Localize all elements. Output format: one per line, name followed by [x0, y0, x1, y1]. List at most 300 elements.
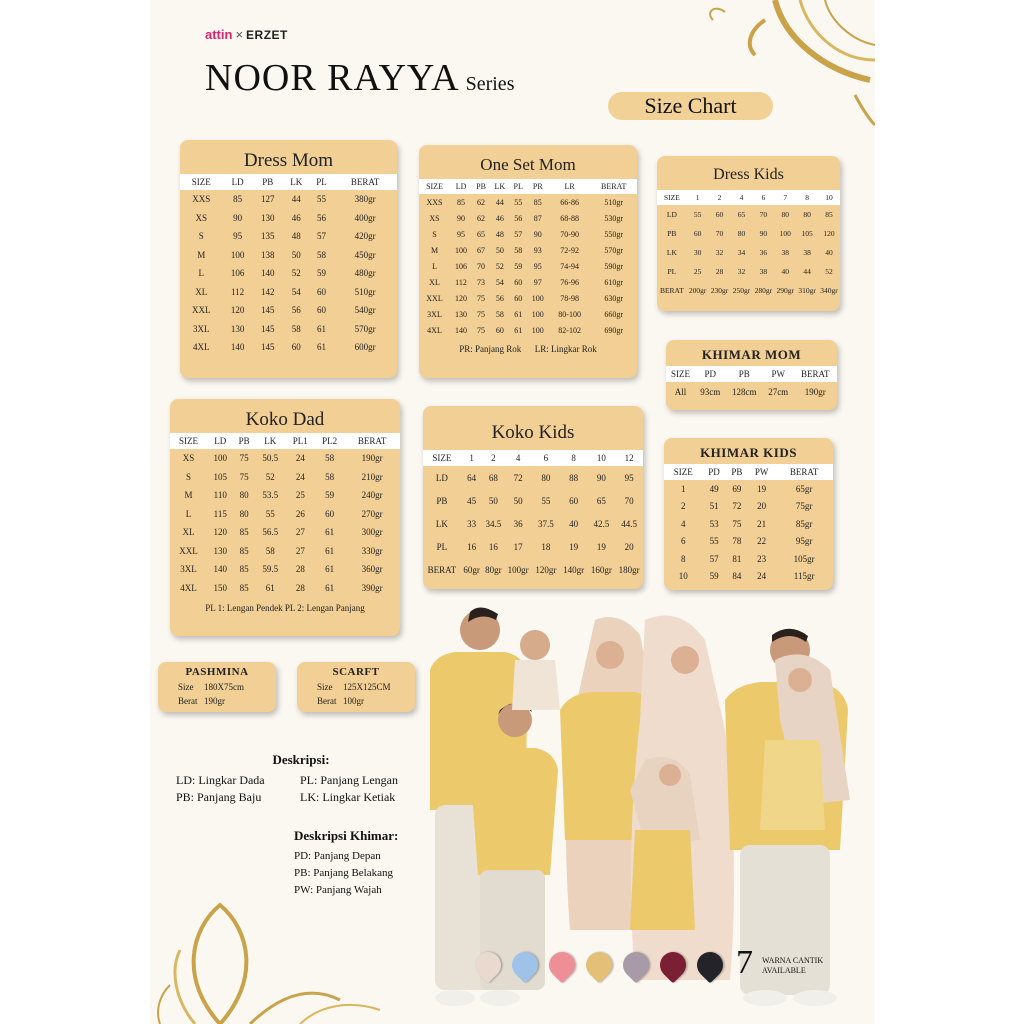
table-cell: 270gr: [361, 508, 383, 519]
table-cell: 59: [709, 571, 719, 582]
table-cell: 105: [801, 229, 813, 238]
table-cell: 61: [316, 342, 326, 353]
table-cell: 130: [261, 212, 275, 223]
table-cell: 80gr: [485, 564, 502, 575]
column-header: BERAT: [601, 182, 627, 191]
column-header: 4: [515, 453, 521, 463]
table-cell: S: [432, 229, 437, 239]
dress-mom-table: [180, 174, 397, 357]
table-row: [664, 515, 833, 533]
table-cell: All: [674, 387, 687, 397]
table-cell: 30: [693, 248, 702, 257]
table-cell: 75: [239, 453, 249, 464]
table-cell: 140: [261, 268, 275, 279]
table-cell: 70-90: [560, 229, 579, 239]
table-row: [657, 224, 840, 243]
table-cell: 80: [239, 508, 249, 519]
koko-kids-card: [423, 406, 643, 589]
table-row: [419, 194, 637, 210]
table-cell: 80: [239, 490, 249, 501]
table-cell: 60gr: [463, 564, 480, 575]
table-cell: 190gr: [804, 387, 826, 397]
column-header: 10: [825, 193, 833, 202]
table-cell: 75: [477, 293, 486, 303]
table-row: [170, 486, 400, 505]
table-cell: 380gr: [354, 194, 376, 205]
table-cell: 50.5: [262, 453, 279, 464]
table-cell: XL: [182, 527, 195, 538]
brand-logo: [205, 27, 288, 42]
table-cell: 46: [291, 212, 301, 223]
table-cell: 87: [533, 213, 542, 223]
table-cell: 88: [569, 472, 579, 483]
table-cell: M: [184, 490, 193, 501]
table-cell: 93cm: [700, 387, 721, 397]
table-cell: 25: [693, 267, 702, 276]
table-cell: 75: [239, 471, 249, 482]
pashmina-size-value: 180X75cm: [204, 682, 244, 692]
table-cell: 38: [759, 267, 768, 276]
table-cell: 54: [291, 286, 301, 297]
deskripsi-item: PL: Panjang Lengan: [300, 773, 398, 787]
table-cell: 280gr: [754, 286, 773, 295]
table-cell: 112: [230, 286, 245, 297]
table-cell: 420gr: [354, 231, 376, 242]
table-cell: 6: [680, 536, 686, 547]
table-cell: XS: [429, 213, 440, 223]
column-header: PD: [704, 369, 717, 379]
table-cell: 72: [732, 501, 742, 512]
table-cell: 290gr: [776, 286, 794, 295]
table-cell: 570gr: [604, 245, 624, 255]
column-header: SIZE: [432, 453, 452, 463]
column-header: PB: [238, 436, 250, 446]
table-cell: 120: [230, 305, 245, 316]
erzet-logo: ERZET: [246, 28, 288, 42]
table-row: [664, 550, 833, 568]
table-cell: 58: [265, 545, 275, 556]
table-cell: 55: [693, 210, 702, 219]
table-row: [180, 264, 397, 283]
table-cell: 510gr: [354, 286, 376, 297]
table-cell: BERAT: [427, 564, 457, 575]
table-cell: 61: [514, 309, 523, 319]
table-cell: 19: [757, 483, 767, 494]
table-cell: S: [186, 471, 192, 482]
table-cell: 120: [455, 293, 468, 303]
column-header: LD: [214, 436, 227, 446]
table-cell: 540gr: [354, 305, 376, 316]
table-cell: 60: [715, 210, 724, 219]
table-cell: L: [432, 261, 437, 271]
table-cell: 72: [513, 472, 523, 483]
table-cell: XXL: [191, 305, 211, 316]
table-cell: 90: [533, 229, 542, 239]
table-cell: 69: [732, 483, 742, 494]
pashmina-weight-label: Berat: [178, 696, 198, 706]
pashmina-weight-value: 190gr: [204, 696, 225, 706]
table-cell: LD: [666, 210, 677, 219]
table-cell: 85: [239, 527, 249, 538]
table-cell: 100: [779, 229, 791, 238]
table-cell: 46: [495, 213, 504, 223]
table-cell: M: [197, 249, 206, 260]
table-row: [666, 382, 837, 402]
table-cell: 60: [291, 342, 301, 353]
table-cell: 16: [488, 541, 498, 552]
column-header: LD: [231, 177, 244, 187]
pashmina-title: PASHMINA: [185, 666, 249, 678]
table-row: [657, 262, 840, 281]
column-header: 10: [596, 453, 606, 463]
table-cell: 80: [781, 210, 789, 219]
table-cell: 138: [261, 249, 275, 260]
pashmina-size-label: Size: [178, 682, 194, 692]
table-cell: 59: [514, 261, 523, 271]
table-cell: 55: [514, 197, 523, 207]
table-cell: 22: [757, 536, 767, 547]
table-cell: 85gr: [795, 518, 813, 529]
table-cell: 130: [230, 323, 245, 334]
column-header: PB: [738, 369, 750, 379]
koko-dad-card: [170, 399, 400, 636]
koko-kids-table: [423, 450, 643, 581]
table-cell: 80: [737, 229, 746, 238]
table-cell: 142: [261, 286, 275, 297]
table-cell: 105: [213, 471, 227, 482]
table-cell: 75: [477, 309, 486, 319]
table-cell: 55: [265, 508, 275, 519]
table-cell: 95: [624, 472, 634, 483]
table-cell: 80-100: [558, 309, 581, 319]
table-cell: 100gr: [507, 564, 529, 575]
table-cell: 32: [715, 248, 724, 257]
table-cell: 60: [316, 305, 326, 316]
table-cell: 37.5: [537, 518, 554, 529]
column-header: LR: [564, 182, 575, 191]
table-row: [180, 338, 397, 357]
size-chart-badge: Size Chart: [608, 92, 773, 120]
table-cell: 32: [737, 267, 746, 276]
table-cell: 58: [325, 453, 335, 464]
table-row: [664, 533, 833, 551]
table-cell: 145: [261, 342, 275, 353]
table-cell: 58: [495, 309, 504, 319]
column-header: BERAT: [350, 177, 380, 187]
table-row: [180, 227, 397, 246]
table-cell: 550gr: [604, 229, 624, 239]
colors-available-line1: WARNA CANTIK: [762, 956, 824, 965]
table-cell: 53: [709, 518, 719, 529]
column-header: SIZE: [426, 182, 443, 191]
table-cell: 10: [678, 571, 688, 582]
table-cell: 28: [295, 564, 305, 575]
khimar-mom-table: [666, 366, 837, 402]
table-header-row: [657, 190, 840, 205]
column-header: SIZE: [663, 193, 680, 202]
table-cell: 76-96: [560, 277, 579, 287]
table-cell: 61: [325, 564, 335, 575]
table-cell: 127: [261, 194, 275, 205]
column-header: 1: [695, 193, 700, 202]
table-cell: 38: [781, 248, 789, 257]
table-row: [419, 226, 637, 242]
column-header: BERAT: [357, 436, 387, 446]
table-cell: 140: [213, 564, 227, 575]
table-cell: 51: [709, 501, 719, 512]
table-cell: 61: [265, 582, 275, 593]
table-row: [180, 209, 397, 228]
deskripsi-item: PB: Panjang Baju: [176, 790, 262, 804]
table-cell: 34.5: [485, 518, 502, 529]
table-cell: 57: [709, 553, 719, 564]
table-cell: 230gr: [710, 286, 729, 295]
table-header-row: [664, 464, 833, 480]
table-row: [170, 523, 400, 542]
table-row: [423, 535, 643, 558]
table-row: [180, 320, 397, 339]
table-cell: 530gr: [604, 213, 624, 223]
table-cell: 60: [495, 325, 504, 335]
table-cell: 25: [295, 490, 305, 501]
table-cell: 90: [457, 213, 466, 223]
table-row: [657, 281, 840, 300]
column-header: SIZE: [179, 436, 199, 446]
colors-count: 7: [736, 944, 753, 981]
column-header: PB: [731, 467, 743, 477]
column-header: SIZE: [191, 177, 211, 187]
table-cell: 70: [715, 229, 724, 238]
table-cell: 50: [495, 245, 504, 255]
title-main: NOOR RAYYA: [205, 57, 460, 99]
table-cell: 82-102: [558, 325, 581, 335]
table-cell: 135: [261, 231, 275, 242]
table-cell: 38: [803, 248, 811, 257]
table-cell: 90: [596, 472, 606, 483]
table-cell: 17: [513, 541, 523, 552]
column-header: PL: [316, 177, 327, 187]
table-cell: 105gr: [793, 553, 815, 564]
column-header: LD: [455, 182, 467, 191]
table-cell: 75gr: [795, 501, 813, 512]
column-header: PB: [476, 182, 486, 191]
table-cell: 65: [596, 495, 606, 506]
table-row: [170, 468, 400, 487]
table-cell: XS: [195, 212, 207, 223]
table-cell: 23: [757, 553, 767, 564]
khimar-mom-card: [666, 340, 837, 410]
table-cell: 97: [533, 277, 542, 287]
page-title: [205, 56, 514, 100]
table-cell: 70: [624, 495, 634, 506]
table-cell: 3XL: [180, 564, 197, 575]
table-row: [419, 290, 637, 306]
table-row: [170, 505, 400, 524]
column-header: PW: [771, 369, 785, 379]
table-cell: 55: [709, 536, 719, 547]
table-cell: 61: [325, 545, 335, 556]
column-header: 1: [469, 453, 474, 463]
table-cell: 100: [531, 309, 544, 319]
table-cell: 34: [737, 248, 746, 257]
table-cell: 95: [533, 261, 542, 271]
column-header: SIZE: [671, 369, 690, 379]
koko-dad-table: [170, 433, 400, 597]
table-row: [419, 258, 637, 274]
table-cell: 85: [233, 194, 243, 205]
deskripsi-title: Deskripsi:: [272, 752, 330, 767]
table-cell: XXS: [192, 194, 211, 205]
table-cell: 250gr: [732, 286, 751, 295]
table-cell: 590gr: [604, 261, 624, 271]
table-cell: 27: [295, 545, 305, 556]
deskripsi-section: [176, 752, 426, 806]
table-cell: 44.5: [621, 518, 637, 529]
table-cell: 20: [624, 541, 634, 552]
column-header: PL1: [292, 436, 308, 446]
table-cell: 58: [514, 245, 523, 255]
table-cell: 57: [514, 229, 523, 239]
table-cell: 140gr: [563, 564, 585, 575]
table-cell: 210gr: [361, 471, 383, 482]
column-header: LK: [290, 177, 303, 187]
table-cell: 20: [757, 501, 767, 512]
table-cell: 145: [261, 323, 275, 334]
table-cell: 55: [316, 194, 326, 205]
table-cell: 130: [213, 545, 227, 556]
column-header: 2: [491, 453, 496, 463]
table-cell: 80: [541, 472, 551, 483]
table-cell: 70: [759, 210, 768, 219]
table-cell: 56: [291, 305, 301, 316]
table-cell: 50: [291, 249, 301, 260]
table-row: [180, 283, 397, 302]
table-row: [664, 480, 833, 498]
table-cell: 240gr: [361, 490, 383, 501]
table-cell: 16: [467, 541, 477, 552]
table-cell: 66-86: [560, 197, 579, 207]
koko-dad-note: PL 1: Lengan Pendek PL 2: Lengan Panjang: [205, 603, 365, 613]
table-cell: 95gr: [795, 536, 813, 547]
table-cell: 75: [477, 325, 486, 335]
table-cell: 150: [213, 582, 227, 593]
column-header: 2: [717, 193, 722, 202]
colors-available-line2: AVAILABLE: [762, 966, 806, 975]
table-cell: 360gr: [361, 564, 383, 575]
table-row: [423, 489, 643, 512]
table-cell: 4XL: [427, 325, 442, 335]
table-cell: 1: [680, 483, 686, 494]
table-cell: 100: [230, 249, 245, 260]
column-header: BERAT: [789, 467, 819, 477]
table-cell: 400gr: [354, 212, 376, 223]
table-cell: 40: [569, 518, 579, 529]
table-cell: 52: [495, 261, 504, 271]
table-cell: 510gr: [604, 197, 624, 207]
table-cell: BERAT: [659, 286, 684, 295]
table-cell: 78-98: [560, 293, 579, 303]
table-cell: 100: [531, 293, 544, 303]
column-header: 4: [739, 193, 744, 202]
table-cell: 73: [477, 277, 486, 287]
table-cell: 190gr: [361, 453, 383, 464]
column-header: 7: [783, 193, 788, 202]
table-cell: 450gr: [354, 249, 376, 260]
table-cell: 340gr: [820, 286, 838, 295]
table-cell: 130: [455, 309, 468, 319]
khimar-kids-title: KHIMAR KIDS: [700, 445, 797, 460]
column-header: PL: [513, 182, 523, 191]
title-series: Series: [465, 73, 515, 95]
table-cell: 115: [213, 508, 227, 519]
table-cell: 53.5: [262, 490, 279, 501]
table-cell: 60: [316, 286, 326, 297]
table-cell: 26: [295, 508, 305, 519]
table-cell: 90: [233, 212, 243, 223]
table-cell: 310gr: [798, 286, 816, 295]
dress-mom-card: [180, 140, 397, 378]
column-header: LK: [494, 182, 506, 191]
table-cell: 84: [732, 571, 742, 582]
column-header: PD: [708, 467, 720, 477]
table-cell: XS: [182, 453, 195, 464]
table-cell: PL: [436, 541, 448, 552]
column-header: 6: [543, 453, 549, 463]
table-cell: PL: [667, 267, 677, 276]
table-cell: 4: [680, 518, 686, 529]
table-cell: 100: [213, 453, 227, 464]
deskripsi-khimar-section: [294, 828, 424, 899]
column-header: 12: [624, 453, 634, 463]
table-cell: 70: [477, 261, 486, 271]
table-cell: 28: [295, 582, 305, 593]
table-cell: 95: [457, 229, 466, 239]
table-cell: 60: [569, 495, 579, 506]
column-header: 8: [571, 453, 576, 463]
table-cell: 61: [316, 323, 326, 334]
table-cell: 58: [316, 249, 326, 260]
table-cell: 80: [803, 210, 811, 219]
table-cell: 59.5: [262, 564, 279, 575]
table-cell: 62: [477, 213, 486, 223]
table-cell: 68: [488, 472, 498, 483]
khimar-kids-card: [664, 438, 833, 590]
size-chart-poster: [150, 0, 875, 1024]
table-row: [423, 466, 643, 489]
deskripsi-khimar-item: PB: Panjang Belakang: [294, 867, 393, 879]
dress-mom-title: Dress Mom: [243, 150, 334, 171]
table-cell: 200gr: [688, 286, 707, 295]
table-header-row: [666, 366, 837, 382]
table-row: [170, 542, 400, 561]
table-cell: 50: [513, 495, 523, 506]
table-row: [170, 449, 400, 468]
table-cell: 660gr: [604, 309, 624, 319]
table-cell: 61: [325, 582, 335, 593]
deskripsi-khimar-item: PD: Panjang Depan: [294, 850, 381, 862]
table-cell: XXS: [426, 197, 443, 207]
table-cell: 65gr: [795, 483, 813, 494]
gold-swirl-bottom-decoration: [150, 900, 390, 1024]
table-cell: 36: [759, 248, 768, 257]
table-cell: 81: [732, 553, 742, 564]
deskripsi-item: LK: Lingkar Ketiak: [300, 790, 396, 804]
table-cell: 8: [680, 553, 686, 564]
table-cell: 44: [291, 194, 301, 205]
scarft-weight-value: 100gr: [343, 696, 364, 706]
table-cell: 630gr: [604, 293, 624, 303]
koko-dad-title: Koko Dad: [245, 409, 325, 430]
